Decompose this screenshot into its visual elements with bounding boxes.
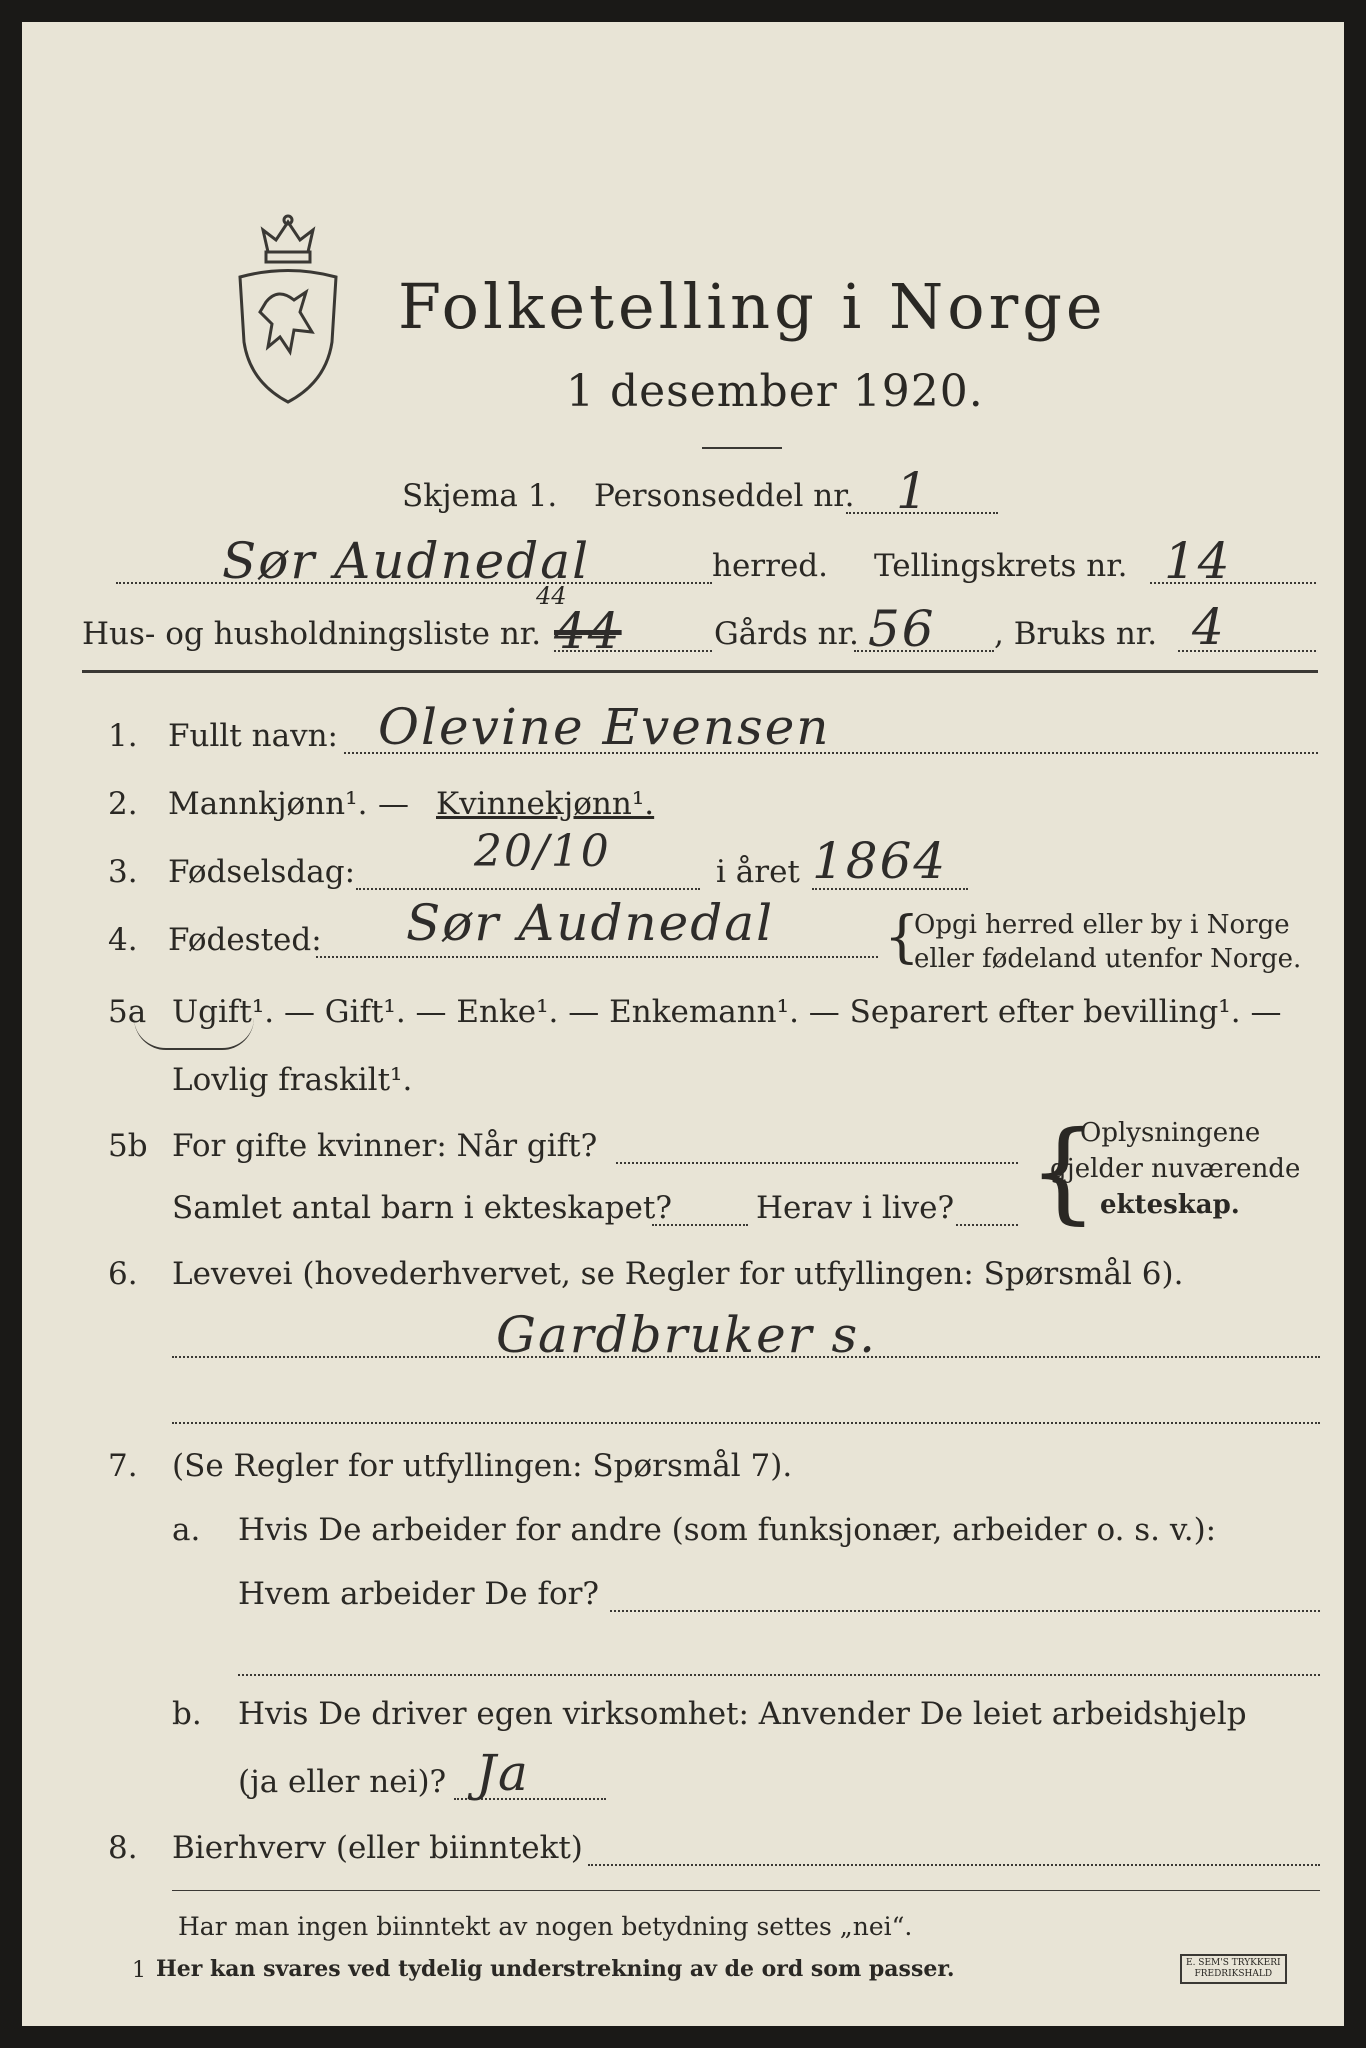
q7a-number: a.: [172, 1512, 201, 1548]
form-title: Folketelling i Norge: [398, 270, 1107, 343]
q7-label: (Se Regler for utfyllingen: Spørsmål 7).: [172, 1448, 793, 1484]
q7b-line-2: (ja eller nei)?: [238, 1764, 447, 1800]
q7b-number: b.: [172, 1696, 202, 1732]
q8-label: Bierhverv (eller biinntekt): [172, 1830, 583, 1866]
q7b-value: Ja: [476, 1744, 530, 1802]
gards-label: Gårds nr.: [714, 616, 859, 652]
q3-year-label: i året: [716, 854, 800, 890]
q5b-note-2: gjelder nuværende: [1050, 1154, 1301, 1184]
hus-line: [554, 650, 712, 652]
q5b-label-2: Samlet antal barn i ekteskapet?: [172, 1190, 672, 1226]
q4-label: Fødested:: [168, 922, 322, 958]
printer-stamp: [1180, 1954, 1287, 1984]
census-form: [22, 22, 1344, 2026]
q1-label: Fullt navn:: [168, 718, 338, 754]
q5b-label-3: Herav i live?: [756, 1190, 955, 1226]
stamp-line-1: E. SEM'S TRYKKERI: [1186, 1958, 1281, 1968]
personseddel-value: 1: [896, 462, 930, 520]
note-divider: [172, 1890, 1320, 1891]
form-date: 1 desember 1920.: [566, 366, 984, 417]
footnote-mark: 1: [132, 1958, 146, 1983]
q5b-number: 5b: [108, 1128, 148, 1164]
q2-number: 2.: [108, 786, 138, 822]
header-divider: [82, 670, 1318, 673]
hus-label: Hus- og husholdningsliste nr.: [82, 616, 542, 652]
q4-number: 4.: [108, 922, 138, 958]
q5b-line-3: [956, 1224, 1018, 1226]
q8-line: [588, 1864, 1320, 1866]
q6-line-1: [172, 1356, 1320, 1358]
q5a-ugift-underline: [134, 1018, 254, 1050]
q3-label: Fødselsdag:: [168, 854, 356, 890]
q2-male: Mannkjønn¹.: [168, 786, 368, 822]
stamp-line-2: FREDRIKSHALD: [1194, 1969, 1273, 1979]
q7b-line-1: Hvis De driver egen virksomhet: Anvender De leiet arbeidshjelp: [238, 1696, 1247, 1732]
q4-note-2: eller fødeland utenfor Norge.: [914, 944, 1302, 974]
q6-number: 6.: [108, 1256, 138, 1292]
hus-value-small: 44: [536, 582, 567, 610]
gards-value: 56: [868, 600, 936, 658]
herred-value: Sør Audnedal: [222, 532, 591, 590]
q5a-line-1: Ugift¹. — Gift¹. — Enke¹. — Enkemann¹. — Separert efter bevilling¹. —: [172, 994, 1282, 1030]
personseddel-label: Personseddel nr.: [594, 478, 855, 514]
title-divider: [702, 447, 782, 449]
q7a-answer-line-1: [610, 1610, 1320, 1612]
q4-note-1: Opgi herred eller by i Norge: [914, 910, 1290, 940]
q4-line: [316, 956, 878, 958]
q5b-line-1: [616, 1162, 1018, 1164]
q2-dash: —: [378, 786, 409, 822]
q4-brace: {: [884, 905, 920, 970]
q6-label: Levevei (hovederhvervet, se Regler for utfyllingen: Spørsmål 6).: [172, 1256, 1184, 1292]
schema-label: Skjema 1.: [402, 478, 558, 514]
q5b-note-1: Oplysningene: [1080, 1118, 1261, 1148]
q7a-line-1: Hvis De arbeider for andre (som funksjonær, arbeider o. s. v.):: [238, 1512, 1217, 1548]
q7-number: 7.: [108, 1448, 138, 1484]
footnote-text: Her kan svares ved tydelig understrekning av de ord som passer.: [156, 1956, 955, 1982]
q5b-label-1: For gifte kvinner: Når gift?: [172, 1128, 598, 1164]
hus-value: 44: [554, 602, 622, 660]
q5b-brace: {: [1028, 1107, 1098, 1235]
q1-number: 1.: [108, 718, 138, 754]
q5a-line-2: Lovlig fraskilt¹.: [172, 1062, 413, 1098]
herred-label: herred.: [712, 548, 828, 584]
q6-value: Gardbruker s.: [496, 1306, 878, 1364]
note-text: Har man ingen biinntekt av nogen betydning settes „nei“.: [178, 1912, 913, 1941]
q7a-answer-line-2: [238, 1674, 1320, 1676]
q3-line: [356, 888, 700, 890]
q3-value: 20/10: [474, 826, 611, 877]
q8-number: 8.: [108, 1830, 138, 1866]
q5b-note-3: ekteskap.: [1100, 1190, 1240, 1220]
q5a-number: 5a: [108, 994, 147, 1030]
bruks-label: , Bruks nr.: [994, 616, 1158, 652]
q1-value: Olevine Evensen: [378, 698, 831, 756]
q3-year-value: 1864: [812, 832, 948, 890]
q2-female: Kvinnekjønn¹.: [436, 786, 655, 822]
coat-of-arms-icon: [228, 212, 348, 412]
tellingskrets-label: Tellingskrets nr.: [874, 548, 1128, 584]
q4-value: Sør Audnedal: [406, 894, 775, 952]
q3-number: 3.: [108, 854, 138, 890]
q6-line-2: [172, 1422, 1320, 1424]
q7a-line-2: Hvem arbeider De for?: [238, 1576, 600, 1612]
q5b-line-2: [652, 1224, 748, 1226]
bruks-value: 4: [1192, 598, 1226, 656]
tellingskrets-value: 14: [1164, 532, 1232, 590]
